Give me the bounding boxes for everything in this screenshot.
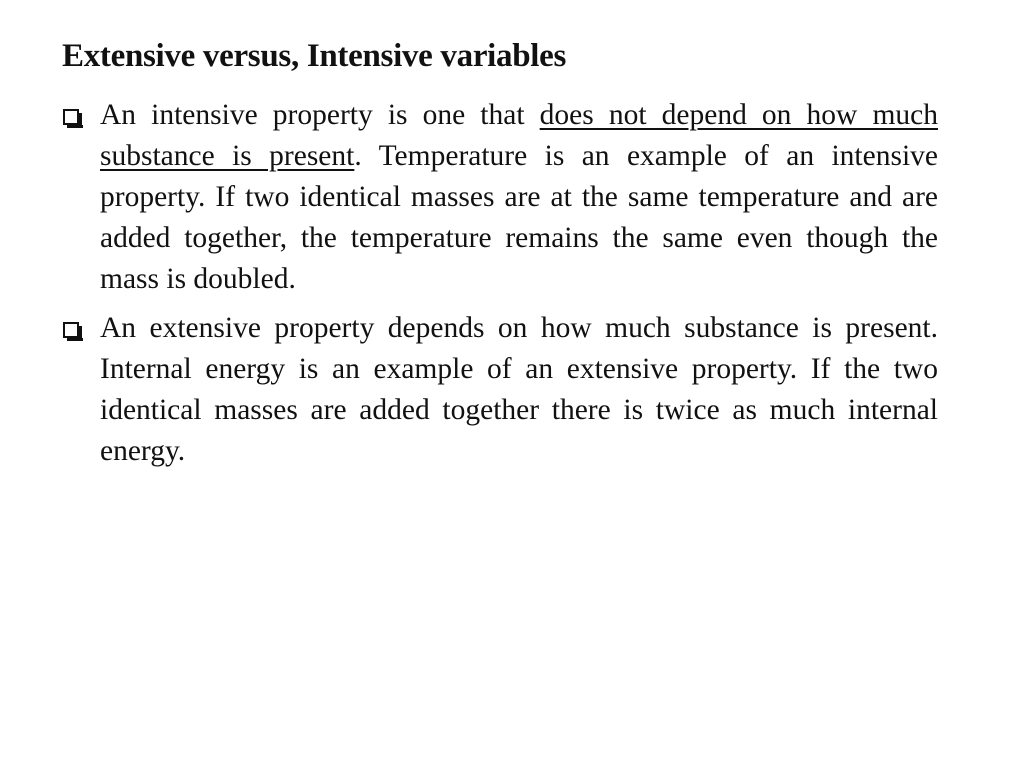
checkbox-bullet-icon (63, 109, 79, 125)
slide-title: Extensive versus, Intensive variables (62, 38, 567, 74)
bullet-intensive (62, 95, 938, 300)
bullet-extensive (62, 308, 938, 472)
bullet-intensive-underlined: does not depend on how much substance is present (100, 99, 938, 172)
bullet-intensive-lead: An intensive property is one that (100, 99, 540, 131)
bullet-list (62, 95, 938, 480)
bullet-intensive-rest: . Temperature is an example of an intensive property. If two identical masses are at the same temperature and are added together, the temperature remains the same even though the mass is doubled. (100, 140, 938, 295)
checkbox-bullet-icon (63, 322, 79, 338)
bullet-extensive-text: An extensive property depends on how much substance is present. Internal energy is an example of an extensive property. If the two identical masses are added together there is twice as much internal energy. (100, 312, 938, 467)
